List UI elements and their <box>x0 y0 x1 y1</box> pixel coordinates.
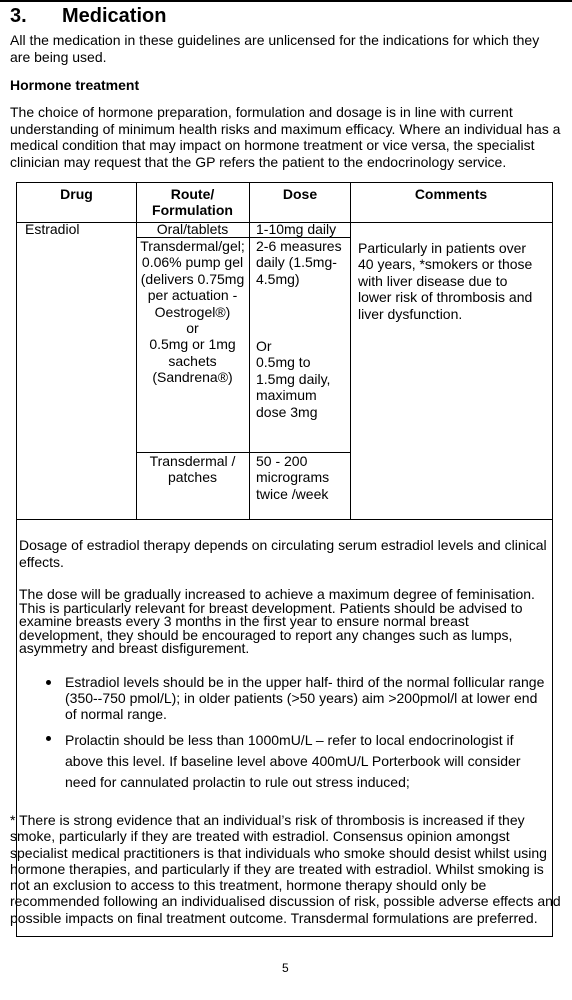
bullet-icon <box>46 736 51 741</box>
bullet-item <box>65 674 547 722</box>
route-gel-line: (Sandrena®) <box>152 369 233 386</box>
page-number: 5 <box>282 961 289 975</box>
route-gel-line: or <box>186 320 199 337</box>
section-title: Medication <box>62 5 167 27</box>
route-gel-line: 0.06% pump gel <box>141 254 244 271</box>
route-oral: Oral/tablets <box>156 221 229 237</box>
comment-line: with liver disease due to <box>358 272 508 289</box>
bullet-text: Prolactin should be less than 1000mU/L – refer to local endocrinologist if above this level. If baseline level above 400mU/L Porterbook will consider need for cannulated prolactin to rule out stress induced; <box>65 732 521 790</box>
dose-patches-line: twice /week <box>256 485 329 502</box>
dose-patches-line: 50 - 200 <box>256 453 308 469</box>
col-divider <box>249 183 250 519</box>
bullet-text: Estradiol levels should be in the upper half- third of the normal follicular range (350--750 pmol/L); in older patients (>50 years) aim >200pmol/l at lower end of normal range. <box>65 674 545 722</box>
bullet-list <box>65 674 547 801</box>
header-dose: Dose <box>282 186 318 202</box>
dose-sachet-line: Or <box>256 338 272 354</box>
header-comments: Comments <box>414 186 488 202</box>
col-divider <box>350 183 351 519</box>
subheading: Hormone treatment <box>10 77 140 93</box>
route-gel-line: (delivers 0.75mg <box>140 270 245 287</box>
dose-sachet-line: 0.5mg to <box>256 354 311 371</box>
header-route <box>136 186 249 219</box>
section-number: 3. <box>10 5 27 27</box>
dose-gel-line: 4.5mg) <box>256 270 300 287</box>
route-patches-line: patches <box>167 469 218 486</box>
comment-line: lower risk of thrombosis and <box>358 289 533 306</box>
row-divider <box>17 519 552 520</box>
route-patches <box>136 453 249 486</box>
footnote: * There is strong evidence that an individual’s risk of thrombosis is increased if they smoke, particularly if they are treated with estradiol. Consensus opinion amongst specialist medical practitioners is that individuals who smoke should desist whilst using hormone therapies, and particularly if they are treated with estradiol. Whilst smoking is not an exclusion to access to this treatment, hormone therapy should only be recommended following an individualised discussion of risk, possible adverse effects and possible impacts on final treatment outcome. Transdermal formulations are preferred. <box>10 812 561 926</box>
route-gel-line: 0.5mg or 1mg <box>149 336 236 353</box>
comments-text <box>358 240 532 322</box>
top-rule <box>0 0 572 2</box>
intro-paragraph: All the medication in these guidelines are unlicensed for the indications for which they are being used. <box>10 32 540 65</box>
header-route-line1: Route/ <box>170 186 215 202</box>
bullet-item <box>65 730 547 793</box>
route-gel-line: sachets <box>168 352 217 369</box>
dose-gel-line: daily (1.5mg- <box>256 254 337 271</box>
dose-sachet <box>256 338 330 420</box>
choice-paragraph: The choice of hormone preparation, formulation and dosage is in line with current understanding of minimum health risks and maximum efficacy. Where an individual has a medical condition that may impact on hormone treatment or vice versa, the specialist clinician may request that the GP refers the patient to the endocrinology service. <box>10 104 561 170</box>
header-drug: Drug <box>60 186 93 202</box>
route-gel-line: Oestrogel®) <box>154 303 231 320</box>
dose-sachet-line: dose 3mg <box>256 403 318 420</box>
bullet-icon <box>46 680 51 685</box>
dose-gel <box>256 238 342 287</box>
dosage-note: Dosage of estradiol therapy depends on circulating serum estradiol levels and clinical effects. <box>19 537 547 570</box>
dose-patches <box>256 453 329 502</box>
header-route-line2: Formulation <box>152 202 233 219</box>
dose-gel-line: 2-6 measures <box>256 238 342 254</box>
comment-line: 40 years, *smokers or those <box>358 256 533 273</box>
dose-patches-line: micrograms <box>256 469 330 486</box>
route-gel-line: Transdermal/gel; <box>140 238 245 254</box>
dose-sachet-line: 1.5mg daily, <box>256 370 331 387</box>
gradual-note: The dose will be gradually increased to achieve a maximum degree of feminisation. This is particularly relevant for breast development. Patients should be advised to examine breasts every 3 months in the first year to ensure normal breast development, they should be encouraged to report any changes such as lumps, asymmetry and breast disfigurement. <box>19 586 535 656</box>
route-gel <box>136 238 249 386</box>
comment-line: Particularly in patients over <box>358 240 527 256</box>
dose-oral: 1-10mg daily <box>256 221 337 237</box>
route-patches-line: Transdermal / <box>149 453 236 469</box>
route-gel-line: per actuation - <box>147 287 238 304</box>
dose-sachet-line: maximum <box>256 387 317 404</box>
drug-name: Estradiol <box>25 221 80 237</box>
comment-line: liver dysfunction. <box>358 305 463 322</box>
